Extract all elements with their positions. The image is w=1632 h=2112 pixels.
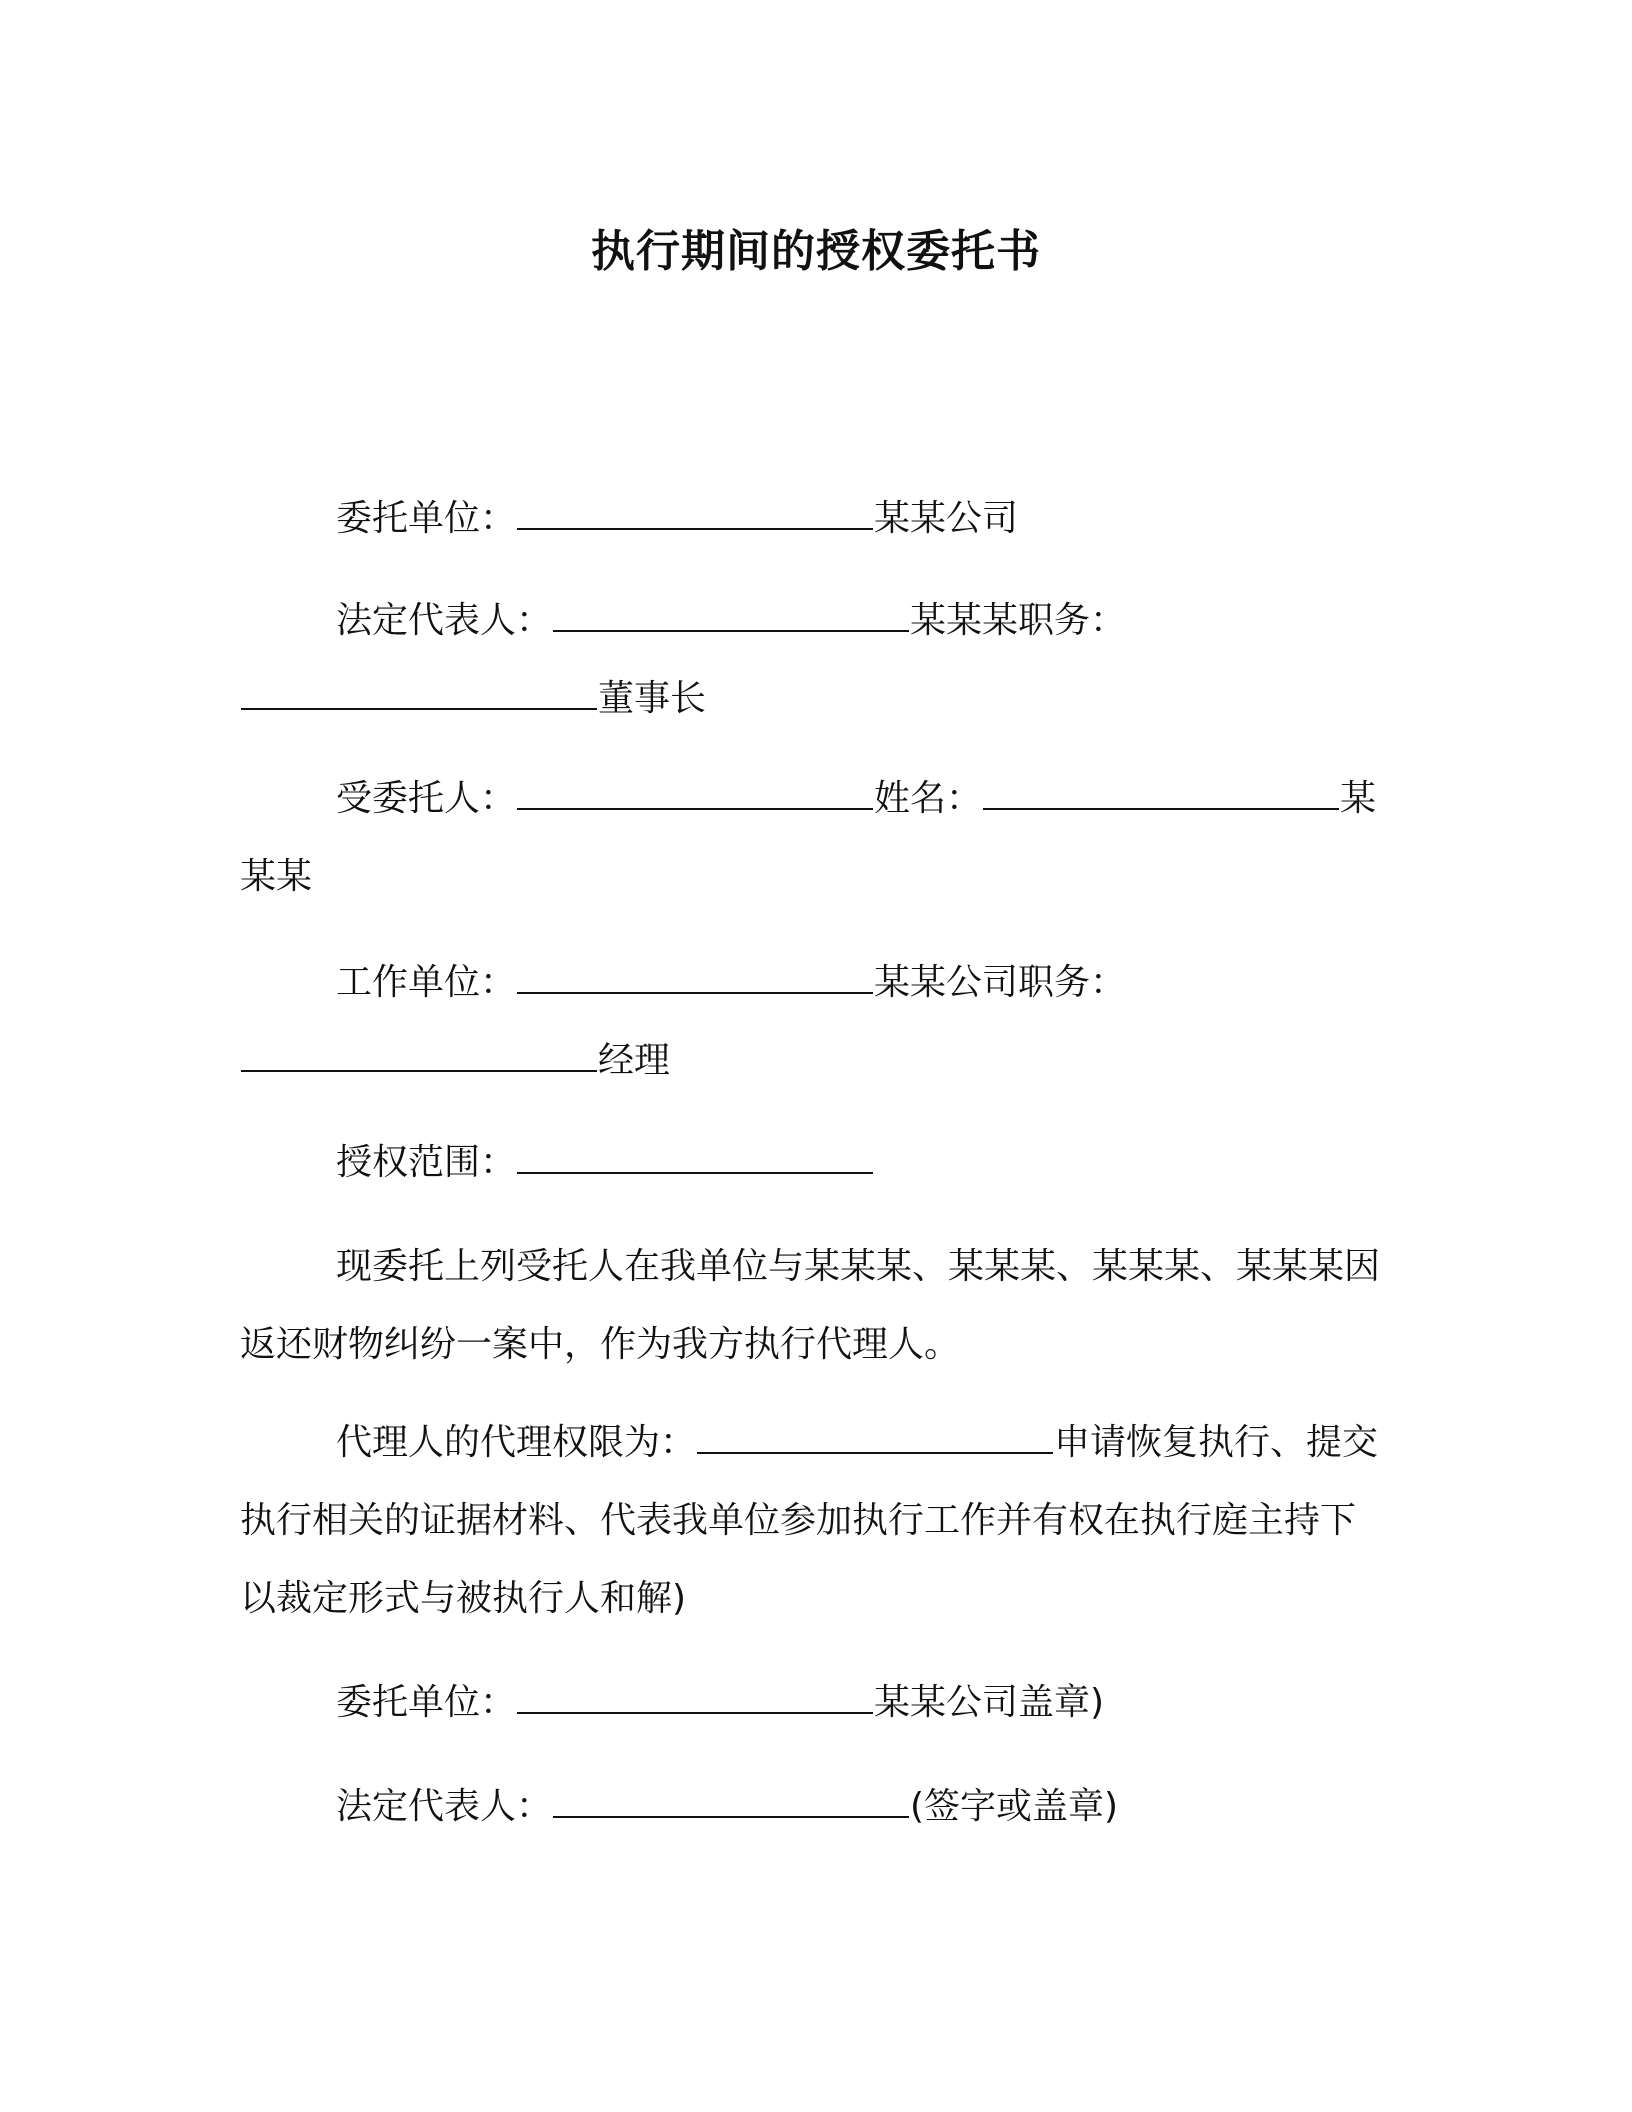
fill-blank <box>517 1682 873 1714</box>
work-unit-value: 某某公司职务： <box>874 962 1127 1003</box>
legal-rep-line <box>240 582 1390 738</box>
fill-blank <box>553 600 909 632</box>
fill-blank <box>983 778 1339 810</box>
signature-legal-rep-label: 法定代表人： <box>336 1786 553 1827</box>
fill-blank <box>553 1786 909 1818</box>
authority-value: 申请恢复执行、提交执行相关的证据材料、代表我单位参加执行工作并有权在执行庭主持下以裁定形式与被执行人和解) <box>240 1422 1379 1619</box>
fill-blank <box>697 1422 1053 1454</box>
fill-blank <box>517 1142 873 1174</box>
legal-rep-label: 法定代表人： <box>336 600 553 641</box>
work-unit-label: 工作单位： <box>336 962 517 1003</box>
work-unit-line <box>240 944 1390 1100</box>
signature-client-value: 某某公司盖章) <box>874 1682 1105 1723</box>
fill-blank <box>241 1040 597 1072</box>
fill-blank <box>517 498 873 530</box>
client-unit-label: 委托单位： <box>336 498 517 539</box>
authority-label: 代理人的代理权限为： <box>336 1422 697 1463</box>
agent-name-label: 姓名： <box>874 778 983 819</box>
scope-label: 授权范围： <box>336 1142 517 1183</box>
legal-rep-position-value: 董事长 <box>598 678 707 719</box>
legal-rep-value: 某某某职务： <box>910 600 1127 641</box>
signature-legal-rep-line <box>240 1768 1390 1846</box>
fill-blank <box>517 962 873 994</box>
authority-paragraph <box>240 1404 1390 1638</box>
document-title: 执行期间的授权委托书 <box>591 226 1041 277</box>
signature-legal-rep-value: (签字或盖章) <box>910 1786 1119 1827</box>
client-unit-value: 某某公司 <box>874 498 1019 539</box>
mandate-paragraph: 现委托上列受托人在我单位与某某某、某某某、某某某、某某某因返还财物纠纷一案中，作为我方执行代理人。 <box>240 1246 1381 1365</box>
agent-name-value: 某某某 <box>240 778 1377 897</box>
fill-blank <box>241 678 597 710</box>
fill-blank <box>517 778 873 810</box>
scope-line <box>240 1124 1390 1202</box>
signature-client-line <box>240 1664 1390 1742</box>
agent-label: 受委托人： <box>336 778 517 819</box>
agent-line <box>240 760 1390 916</box>
work-position-value: 经理 <box>598 1040 671 1081</box>
client-unit-line <box>240 480 1390 558</box>
signature-client-label: 委托单位： <box>336 1682 517 1723</box>
